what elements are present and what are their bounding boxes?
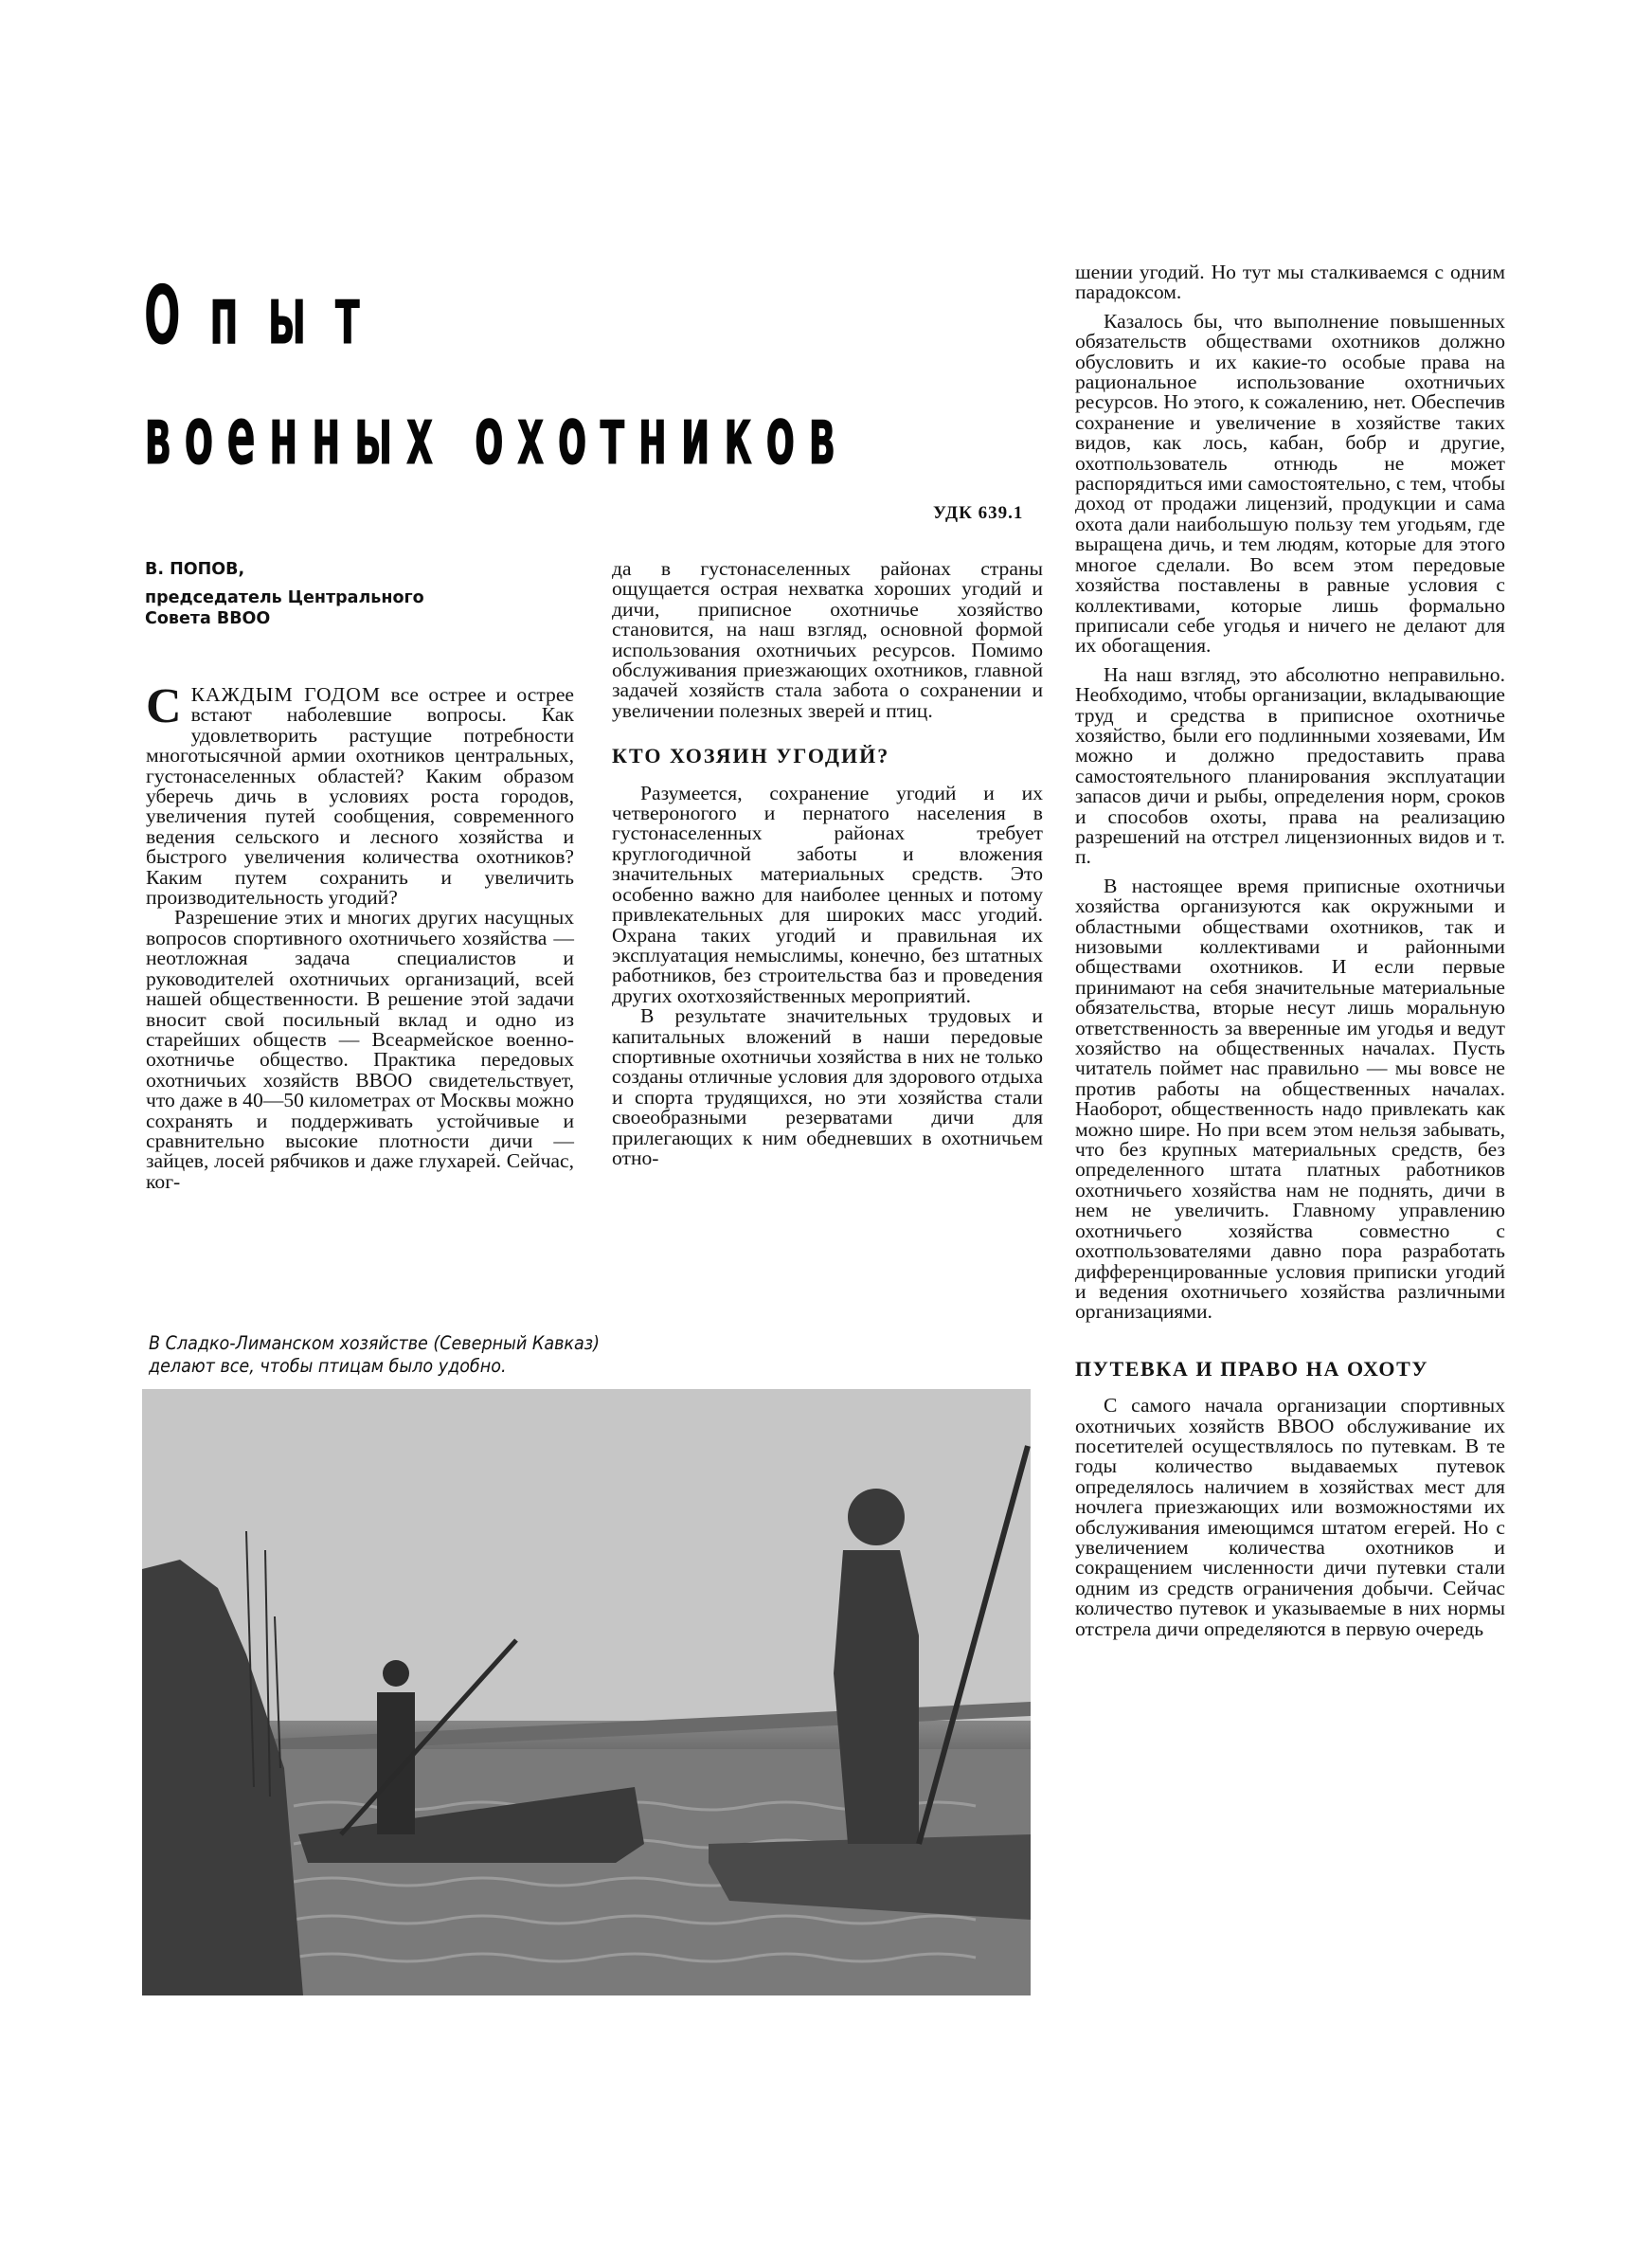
author-position-line-2: Совета ВВОО (145, 609, 271, 628)
paragraph: шении угодий. Но тут мы сталкиваемся с одним парадоксом. (1075, 261, 1505, 304)
paragraph: Разумеется, сохранение угодий и их четвероногого и пернатого населения в густонаселенных районах требует круглогодичной заботы и вложения значительных материальных средств. Это особенно важно для наиболее ценных и потому привлекательных для широких масс угодий. Охрана таких угодий и правильная их эксплуатация немыслимы, конечно, без штатных работников, без строительства баз и проведения других охотхозяйственных мероприятий. (612, 781, 1043, 1007)
author-name: В. ПОПОВ, (145, 560, 245, 579)
photo-caption (149, 1332, 600, 1378)
section-heading-who-owns-lands: КТО ХОЗЯИН УГОДИЙ? (612, 744, 890, 768)
paragraph (146, 679, 574, 910)
caption-line-2: делают все, чтобы птицам было удобно. (149, 1355, 507, 1377)
byline (145, 559, 424, 629)
article-column-2 (612, 559, 1043, 1168)
caption-line-1: В Сладко-Лиманском хозяйстве (Северный Кавказ) (149, 1332, 600, 1354)
drop-cap: С (146, 679, 182, 733)
paragraph: Разрешение этих и многих других насущных вопросов спортивного охотничьего хозяйства — неотложная задача специалистов и руководителей охотничьих организаций, всей нашей общественности. В решение этой задачи вносит свой посильный вклад и одно из старейших обществ — Всеармейское военно-охотничье общество. Практика передовых охотничьих хозяйств ВВОО свидетельствует, что даже в 40—50 километрах от Москвы можно сохранять и поддерживать устойчивые и сравнительно высокие плотности дичи — зайцев, лосей рябчиков и даже глухарей. Сейчас, ког- (146, 906, 574, 1193)
page-title-line-1: Опыт (144, 268, 389, 364)
photo-boats-on-lake (142, 1389, 1031, 1995)
paragraph: С самого начала организации спортивных охотничьих хозяйств ВВОО обслуживание их посетителей осуществлялось по путевкам. В те годы количество выдаваемых путевок определялось наличием в хозяйствах мест для ночлега приезжающих или возможностями их обслуживания имеющимся штатом егерей. Но с увеличением количества охотников и сокращением численности дичи путевки стали одним из средств ограничения добычи. Сейчас количество путевок и указываемые в них нормы отстрела дичи определяются в первую очередь (1075, 1394, 1505, 1640)
photo-illustration (142, 1389, 1031, 1995)
paragraph-text: все острее и острее встают наболевшие вопросы. Как удовлетворить растущие потребности многотысячной армии охотников центральных, густонаселенных областей? Каким образом уберечь дичь в условиях роста городов, увеличения путей сообщения, современного ведения сельского и лесного хозяйства и быстрого увеличения количества охотников? Каким путем сохранить и увеличить производительность угодий? (146, 683, 574, 910)
section-heading-permit-and-right: ПУТЕВКА И ПРАВО НА ОХОТУ (1075, 1356, 1429, 1381)
paragraph: Казалось бы, что выполнение повышенных обязательств обществами охотников должно обусловить и их какие-то особые права на рациональное использование охотничьих ресурсов. Но этого, к сожалению, нет. Обеспечив сохранение и увеличение в хозяйстве таких видов, как лось, кабан, бобр и другие, охотпользователь отнюдь не может распорядиться ими самостоятельно, с тем, чтобы доход от продажи лицензий, продукции и сама охота дали наибольшую пользу тем угодьям, где выращена дичь, и тем людям, которые для этого многое сделали. Во всем этом передовые хозяйства поставлены в равные условия с коллективами, которые лишь формально приписали себе угодья и ничего не делают для их обогащения. (1075, 309, 1505, 658)
article-column-1 (146, 679, 574, 1193)
paragraph: В настоящее время приписные охотничьи хозяйства организуются как окружными и областными обществами охотников, так и низовыми коллективами и районными обществами охотников. И если первые принимают на себя значительные материальные обязательства, вторые несут лишь моральную ответственность за вверенные им угодья и ведут хозяйство на общественных началах. Пусть читатель поймет нас правильно — мы вовсе не против работы на общественных началах. Наоборот, общественность надо привлекать как можно шире. Но при всем этом нельзя забывать, что без крупных материальных средств, без определенного штата платных работников охотничьего хозяйства нам не поднять, дичи в нем не увеличить. Главному управлению охотничьего хозяйства совместно с охотпользователями давно пора разработать дифференцированные условия приписки угодий и ведения охотничьего хозяйства различными организациями. (1075, 874, 1505, 1324)
article-column-3 (1075, 262, 1505, 1639)
paragraph: В результате значительных трудовых и капитальных вложений в наши передовые спортивные охотничьи хозяйства в них не только созданы отличные условия для здорового отдыха и спорта трудящихся, но эти хозяйства стали своеобразными резерватами дичи для прилегающих к ним обедневших в охотничьем отно- (612, 1004, 1043, 1169)
author-position-line-1: председатель Центрального (145, 588, 424, 607)
paragraph: На наш взгляд, это абсолютно неправильно. Необходимо, чтобы организации, вкладывающие труд и средства в приписное охотничье хозяйство, были его подлинными хозяевами, Им можно и должно предоставить права самостоятельного планирования эксплуатации запасов дичи и рыбы, определения норм, сроков и способов охоты, права на реализацию разрешений на отстрел лицензионных видов и т. п. (1075, 662, 1505, 869)
paragraph: да в густонаселенных районах страны ощущается острая нехватка хороших угодий и дичи, приписное охотничье хозяйство становится, на наш взгляд, основной формой использования охотничьих ресурсов. Помимо обслуживания приезжающих охотников, главной задачей хозяйств стала забота о сохранении и увеличении полезных зверей и птиц. (612, 557, 1043, 722)
lead-in-caps: КАЖДЫМ ГОДОМ (190, 683, 382, 706)
udk-classification: УДК 639.1 (933, 503, 1024, 523)
page-title-line-2: военных охотников (144, 388, 849, 484)
